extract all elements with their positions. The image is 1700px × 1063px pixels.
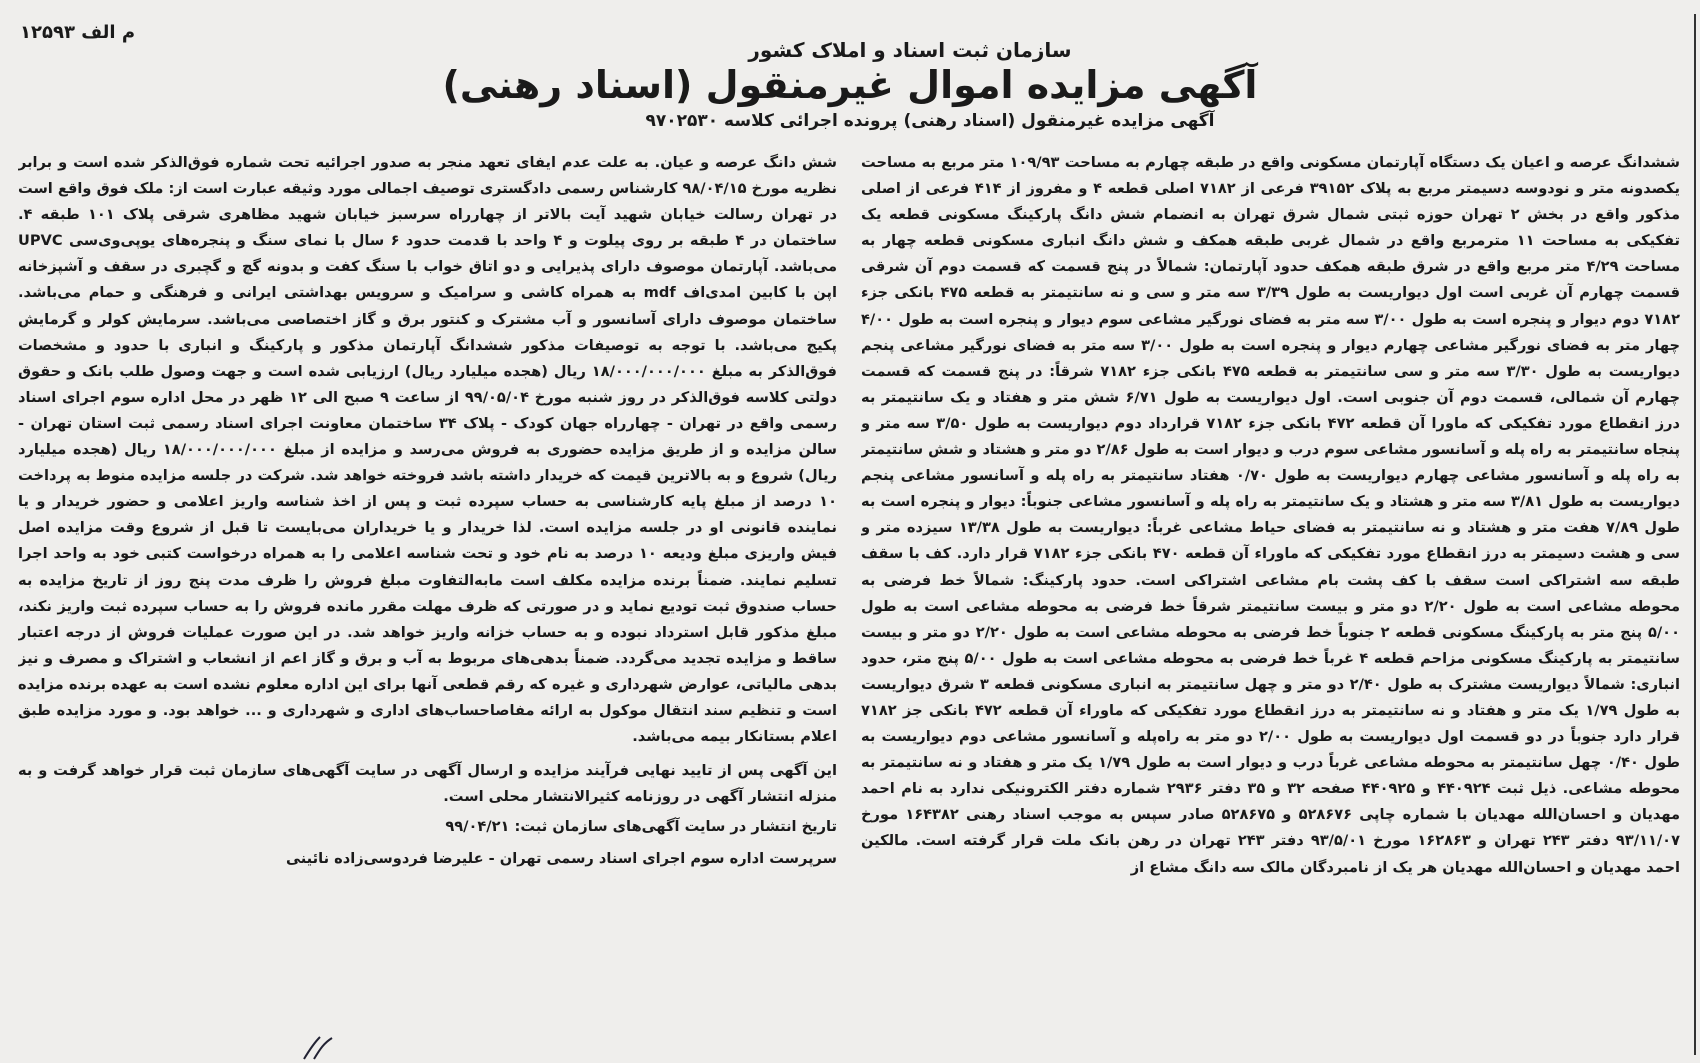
paragraph-spacer [18,750,837,758]
publication-note: این آگهی پس از تایید نهایی فرآیند مزایده و ارسال آگهی در سایت آگهی‌های سازمان ثبت قرار خواهد گرفت و به منزله انتشار آگهی در روزنامه کثیرالانتشار محلی است. [18,762,837,806]
auction-terms: شش دانگ عرصه و عیان. به علت عدم ایفای تعهد منجر به صدور اجرائیه تحت شماره فوق‌الذکر شده است و برابر نظریه مورخ ۹۸/۰۴/۱۵ کارشناس رسمی دادگستری توصیف اجمالی مورد وثیقه عبارت است از: ملک فوق واقع است در تهران رسالت خیابان شهید آیت بالاتر از چهارراه سرسبز خیابان شهید مظاهری شرقی پلاک ۱۰۱ طبقه ۴. ساختمان در ۴ طبقه بر روی پیلوت و ۴ واحد با قدمت حدود ۶ سال با نمای سنگ و پنجره‌های یوپی‌وی‌سی UPVC می‌باشد. آپارتمان موصوف دارای پذیرایی و دو اتاق خواب با سنگ کفت و بدونه گچ و گچبری در سقف و آشپزخانه اپن با کابین امدی‌اف mdf به همراه کاشی و سرامیک و سرویس بهداشتی ایرانی و فرهنگی و حمام می‌باشد. ساختمان موصوف دارای آسانسور و آب مشترک و کنتور برق و گاز اختصاصی می‌باشد. سرمایش کولر و گرمایش پکیج می‌باشد. با توجه به توصیفات مذکور ششدانگ آپارتمان مذکور و پارکینگ و انباری با حدود و مشخصات فوق‌الذکر به مبلغ ۱۸/۰۰۰/۰۰۰/۰۰۰ ریال (هجده میلیارد ریال) ارزیابی شده است و جهت وصول طلب بانک و حقوق دولتی کلاسه فوق‌الذکر در روز شنبه مورخ ۹۹/۰۵/۰۴ از ساعت ۹ صبح الی ۱۲ ظهر در محل اداره سوم اجرای اسناد رسمی واقع در تهران - چهارراه جهان کودک - پلاک ۳۴ ساختمان معاونت اجرای اسناد رسمی ثبت استان تهران - سالن مزایده و از طریق مزایده حضوری به فروش می‌رسد و مزایده از مبلغ ۱۸/۰۰۰/۰۰۰/۰۰۰ ریال (هجده میلیارد ریال) شروع و به بالاترین قیمت که خریدار داشته باشد فروخته خواهد شد. شرکت در جلسه مزایده منوط به پرداخت ۱۰ درصد از مبلغ پایه کارشناسی به حساب سپرده ثبت و پس از اخذ شناسه واریز اعلامی و حضور خریدار و یا نماینده قانونی او در جلسه مزایده است. لذا خریدار و یا خریداران می‌بایست تا قبل از شروع وقت مزایده اصل فیش واریزی مبلغ ودیعه ۱۰ درصد به نام خود و تحت شناسه اعلامی را به همراه درخواست کتبی خود به واحد اجرا تسلیم نمایند. ضمناً برنده مزایده مکلف است مابه‌التفاوت مبلغ فروش را ظرف مدت پنج روز از تاریخ مزایده به حساب صندوق ثبت تودیع نماید و در صورتی که ظرف مهلت مقرر مانده فروش را به حساب سپرده ثبت واریز نکند، مبلغ مذکور قابل استرداد نبوده و به حساب خزانه واریز خواهد شد. در این صورت عملیات فروش از درجه اعتبار ساقط و مزایده تجدید می‌گردد. ضمناً بدهی‌های مربوط به آب و برق و گاز اعم از انشعاب و اشتراک و مصرف و نیز بدهی مالیاتی، عوارض شهرداری و غیره که رقم قطعی آنها برای این اداره معلوم نشده است به عهده برنده مزایده است و تنظیم سند انتقال موکول به ارائه مفاصاحساب‌های اداری و شهرداری و ... خواهد بود. و مورد مزایده طبق اعلام بستانکار بیمه می‌باشد. [18,154,837,746]
notice-subtitle: آگهی مزایده غیرمنقول (اسناد رهنی) پرونده اجرائی کلاسه ۹۷۰۲۵۳۰ [645,111,1215,131]
reference-code: م الف ۱۲۵۹۳ [20,22,136,43]
right-column [861,150,1680,1055]
notice-title: آگهی مزایده اموال غیرمنقول (اسناد رهنی) [442,63,1258,107]
column-rule [1694,14,1696,1055]
handwritten-signature-mark [300,1035,336,1061]
text-columns [18,150,1680,1055]
organization-name: سازمان ثبت اسناد و املاک کشور [748,38,1072,62]
signatory: سرپرست اداره سوم اجرای اسناد رسمی تهران - علیرضا فردوسی‌زاده نائینی [285,850,837,868]
left-column [18,150,837,1055]
notice-header [0,38,1700,132]
property-description: ششدانگ عرصه و اعیان یک دستگاه آپارتمان مسکونی واقع در طبقه چهارم به مساحت ۱۰۹/۹۳ متر مربع به مساحت یکصدونه متر و نودوسه دسیمتر مربع به پلاک ۳۹۱۵۲ فرعی از ۷۱۸۲ اصلی قطعه ۴ و مفروز از ۴۱۴ فرعی از اصلی مذکور واقع در بخش ۲ تهران حوزه ثبتی شمال شرق تهران به انضمام شش دانگ پارکینگ مسکونی قطعه یک تفکیکی به مساحت ۱۱ مترمربع واقع در شمال غربی طبقه همکف و شش دانگ انباری مسکونی قطعه چهار به مساحت ۴/۲۹ متر مربع واقع در شرق طبقه همکف حدود آپارتمان: شمالاً در پنج قسمت که قسمت دوم آن شرقی قسمت چهارم آن غربی است اول دیواریست به طول ۳/۳۹ سه متر و سی و نه سانتیمتر به قطعه ۴۷۵ بانکی جزء ۷۱۸۲ دوم دیوار و پنجره است به طول ۳/۰۰ سه متر به فضای نورگیر مشاعی سوم دیوار و پنجره است به طول ۴/۰۰ چهار متر به فضای نورگیر مشاعی چهارم دیوار و پنجره است به طول ۳/۰۰ سه متر به فضای نورگیر مشاعی پنجم دیواریست به طول ۳/۳۰ سه متر و سی سانتیمتر به قطعه ۴۷۵ بانکی جزء ۷۱۸۲ شرقاً: در پنج قسمت که قسمت چهارم آن شمالی، قسمت دوم آن جنوبی است. اول دیواریست به طول ۶/۷۱ شش متر و هفتاد و یک سانتیمتر به درز انقطاع مورد تفکیکی که ماورا آن قطعه ۴۷۲ بانکی جزء ۷۱۸۲ قرارداد دوم دیواریست به طول ۳/۵۰ سه متر و پنجاه سانتیمتر به راه پله و آسانسور مشاعی سوم درب و دیوار است به طول ۲/۸۶ دو متر و هشتاد و شش سانتیمتر به راه پله و آسانسور مشاعی چهارم دیواریست به طول ۰/۷۰ هفتاد سانتیمتر به راه پله و آسانسور مشاعی پنجم دیواریست به طول ۳/۸۱ سه متر و هشتاد و یک سانتیمتر به راه پله و آسانسور مشاعی جنوباً: دیوار و پنجره است به طول ۷/۸۹ هفت متر و هشتاد و نه سانتیمتر به فضای حیاط مشاعی غرباً: دیواریست به طول ۱۳/۳۸ سیزده متر و سی و هشت دسیمتر به درز انقطاع مورد تفکیکی که ماوراء آن قطعه ۴۷۰ بانکی جزء ۷۱۸۲ قرار دارد. کف با سقف طبقه سه اشتراکی است سقف با کف پشت بام مشاعی اشتراکی است. حدود پارکینگ: شمالاً خط فرضی به محوطه مشاعی است به طول ۲/۲۰ دو متر و بیست سانتیمتر شرقاً خط فرضی به محوطه مشاعی است به طول ۵/۰۰ پنج متر به پارکینگ مسکونی قطعه ۲ جنوباً خط فرضی به محوطه مشاعی است به طول ۲/۲۰ دو متر و بیست سانتیمتر به پارکینگ مسکونی مزاحم قطعه ۴ غرباً خط فرضی به محوطه مشاعی است به طول ۵/۰۰ پنج متر، حدود انباری: شمالاً دیواریست مشترک به طول ۲/۴۰ دو متر و چهل سانتیمتر به انباری مسکونی قطعه ۳ شرق دیواریست به طول ۱/۷۹ یک متر و هفتاد و نه سانتیمتر به درز انقطاع مورد تفکیکی که ماوراء آن قطعه ۴۷۲ بانکی جز ۷۱۸۲ قرار دارد جنوباً در دو قسمت اول دیواریست به طول ۲/۰۰ دو متر به راه‌پله و آسانسور مشاعی دوم دیواریست به طول ۰/۴۰ چهل سانتیمتر به محوطه مشاعی غرباً درب و دیوار است به طول ۱/۷۹ یک متر و هفتاد و نه سانتیمتر به محوطه مشاعی. ذیل ثبت ۴۴۰۹۲۴ و ۴۴۰۹۲۵ صفحه ۳۲ و ۳۵ دفتر ۲۹۳۶ شماره دفتر الکترونیکی ندارد به نام احمد مهدیان و احسان‌الله مهدیان با شماره چاپی ۵۲۸۶۷۶ و ۵۲۸۶۷۵ صادر سپس به موجب اسناد رهنی ۱۶۴۳۸۲ مورخ ۹۳/۱۱/۰۷ دفتر ۲۴۳ تهران و ۱۶۲۸۶۳ مورخ ۹۳/۵/۰۱ دفتر ۲۴۳ تهران در رهن بانک ملت قرار گرفته است. مالکین احمد مهدیان و احسان‌الله مهدیان هر یک از نامبردگان مالک سه دانگ مشاع از [861,154,1680,876]
publication-date: تاریخ انتشار در سایت آگهی‌های سازمان ثبت: ۹۹/۰۴/۲۱ [445,818,837,836]
